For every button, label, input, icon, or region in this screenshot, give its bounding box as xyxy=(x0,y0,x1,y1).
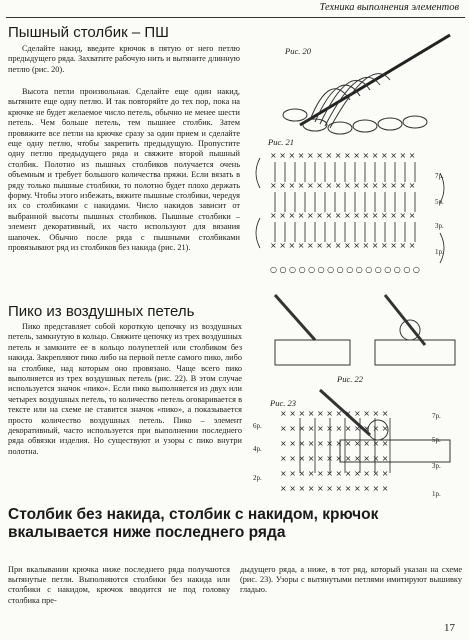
svg-text:× × × × × × × × × × × ×: × × × × × × × × × × × × xyxy=(280,424,389,433)
svg-text:× × × × × × × × × × × × × × ×: × × × × × × × × × × × × × × × × xyxy=(270,241,416,250)
svg-text:× × × × × × × × × × × × × × ×: × × × × × × × × × × × × × × × × xyxy=(270,151,416,160)
running-header xyxy=(0,0,469,20)
paragraph: Высота петли произвольная. Сделайте еще один накид, вытяните еще одну петлю. И так повторяйте до тех пор, пока на крючке не будет желаемое число петель, обычно не менее шести петель. Чем больше петель, тем пышнее столбик. Затем провяжите все петли на крючке сразу за один прием и сделайте еще одну петлю, чтобы закрепить предыдущую. Пропустите одну петлю предыдущего ряда и свяжите второй пышный столбик. Полотно из пышных столбиков получается очень объемным и требует большого количества пряжи. Если вязать в ряду только пышные столбики, то полотно будет плохо держать форму. Чтобы этого избежать, вяжите пышные столбики, чередуя их со столбиками с накидами. Число накидов зависит от выбранной высоты пышных столбиков. Пышные столбики – элемент декоративный, их часто используют для вязания шапочек. Обычно после ряда с пышными столбиками провязывают ряд из столбиков без накида (рис. 21). xyxy=(8,87,240,253)
section-heading-pyshny: Пышный столбик – ПШ xyxy=(8,24,169,41)
section-heading-vkalyvaetsya: Столбик без накида, столбик с накидом, крючок вкалывается ниже последнего ряда xyxy=(8,506,379,541)
paragraph: Пико представляет собой короткую цепочку из воздушных петель, замкнутую в кольцо. Свяжите цепочку из трех воздушных петель и замкните ее в кольцо полупетлей или столбиком без накида. Закрепляют пико либо на первой петле самого пико, либо на столбике, над которым оно провязано. Чаще всего пико выполняется из трех воздушных петель (рис. 22). В этом случае используется значок «пико». Если пико выполняется из двух или четырех воздушных петель, то количество петель оговаривается в тексте или на схеме не ставится значок «пико», а показывается просто количество воздушных петель. Пико – элемент декоративный, часто используется при выполнении последнего ряда обвязки изделия. Но существуют и узоры с пико внутри полотна. xyxy=(8,322,242,456)
figure-20-illustration xyxy=(270,30,460,135)
row-label: 3р. xyxy=(435,222,444,230)
svg-text:× × × × × × × × × × × ×: × × × × × × × × × × × × xyxy=(280,409,389,418)
svg-text:× × × × × × × × × × × × × × ×: × × × × × × × × × × × × × × × × xyxy=(270,211,416,220)
svg-text:× × × × × × × × × × × ×: × × × × × × × × × × × × xyxy=(280,484,389,493)
row-label: 7р. xyxy=(435,172,444,180)
row-label: 2р. xyxy=(253,474,262,482)
row-label: 1р. xyxy=(435,248,444,256)
page-number: 17 xyxy=(444,622,455,634)
svg-text:○ ○ ○ ○ ○ ○ ○ ○ ○ ○ ○ ○ ○ ○ ○: ○ ○ ○ ○ ○ ○ ○ ○ ○ ○ ○ ○ ○ ○ ○ ○ xyxy=(270,265,420,274)
figure-21-chart xyxy=(250,148,455,276)
row-label: 3р. xyxy=(432,462,441,470)
figure-caption-22: Рис. 22 xyxy=(337,374,363,384)
row-label: 6р. xyxy=(253,422,262,430)
row-label: 5р. xyxy=(435,198,444,206)
figure-23-chart xyxy=(270,406,430,504)
svg-text:× × × × × × × × × × × ×: × × × × × × × × × × × × xyxy=(280,439,389,448)
figure-caption-21: Рис. 21 xyxy=(268,137,294,147)
running-header-title: Техника выполнения элементов xyxy=(319,2,459,13)
paragraph: Сделайте накид, введите крючок в пятую от него петлю предыдущего ряда. Захватите рабочую нить и вытяните длинную петлю (рис. 20). xyxy=(8,44,240,74)
row-label: 7р. xyxy=(432,412,441,420)
paragraph-right: дыдущего ряда, а ниже, в тот ряд, который указан на схеме (рис. 23). Узоры с вытянутыми петлями имитируют вышивку гладью. xyxy=(240,565,462,595)
section-heading-piko: Пико из воздушных петель xyxy=(8,303,195,320)
svg-text:× × × × × × × × × × × × × × ×: × × × × × × × × × × × × × × × × xyxy=(270,181,416,190)
header-rule xyxy=(6,17,465,18)
figure-22-illustration-top xyxy=(255,285,460,375)
figure-caption-23: Рис. 23 xyxy=(270,398,296,408)
figure-caption-20: Рис. 20 xyxy=(285,46,311,56)
svg-text:× × × × × × × × × × × ×: × × × × × × × × × × × × xyxy=(280,469,389,478)
svg-text:× × × × × × × × × × × ×: × × × × × × × × × × × × xyxy=(280,454,389,463)
row-label: 1р. xyxy=(432,490,441,498)
row-label: 5р. xyxy=(432,436,441,444)
row-label: 4р. xyxy=(253,445,262,453)
paragraph-left: При вкалывании крючка ниже последнего ряда получаются вытянутые петли. Выполняются столбики без накида или столбики с накидом, крючок вводится не под головку столбика пре- xyxy=(8,565,230,605)
